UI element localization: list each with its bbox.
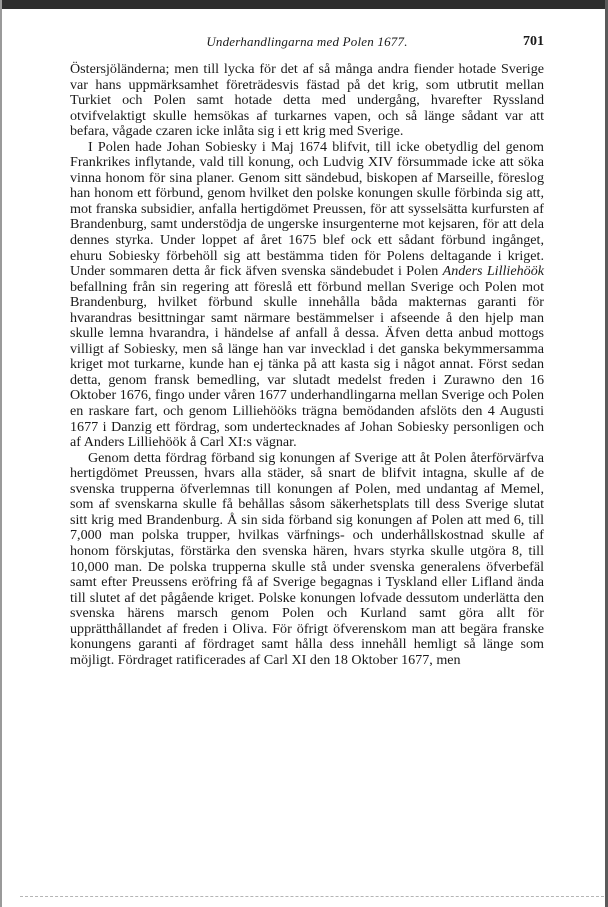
paragraph-3: Genom detta fördrag förband sig konungen af Sverige att åt Polen återförvärfva hertigdömet Preussen, hvars alla städer, så snart de blifvit intagna, skulle af de svenska trupperna öfverlemnas till konungen af Polen, med undantag af Memel, som af svenskarna skulle få behållas såsom säkerhetsplats till dess Sverige slutat sitt krig med Brandenburg. Å sin sida förband sig konungen af Polen att med 6, till 7,000 man polska trupper, hvilkas värfnings- och underhållskostnad skulle af honom förskjutas, förstärka den svenska hären, hvars styrka skulle utgöra 8, till 10,000 man. De polska trupperna skulle stå under svenska generalens öfverbefäl samt efter Preussens eröfring få af Sverige begagnas i Tyskland eller Lifland ända till slutet af det pågående kriget. Polske konungen lofvade dessutom underlätta den svenska härens marsch genom Polen och Kurland samt göra allt för upprätthållandet af freden i Oliva. För öfrigt öfverenskom man att begära franske konungens garanti af fördraget samt hålla dess innehåll hemligt så länge som möjligt. Fördraget ratificerades af Carl XI den 18 Oktober 1677, men [70,449,544,668]
footer-rule [20,896,604,897]
scan-top-edge [0,0,608,9]
scan-left-edge [0,0,2,907]
paragraph-2-part-2: befallning från sin regering att föreslå ett förbund mellan Sverige och Polen mot Brandenburg, hvilket förbund skulle innehålla båda makternas garanti för hvarandras besittningar samt närmare bestämmelser i afseende å den hjelp man skulle lemna hvarandra, i händelse af anfall å dessa. Äfven detta anbud mottogs villigt af Sobiesky, men så länge han var invecklad i det ganska bekymmersamma kriget mot turkarne, kunde han ej tänka på att kasta sig i något annat. Först sedan detta, genom fransk bemedling, var slutadt medelst freden i Zurawno den 16 Oktober 1676, fingo under våren 1677 underhandlingarna mellan Sverige och Polen en raskare fart, och genom Lilliehööks trägna bemödanden afslöts den 4 Augusti 1677 i Danzig ett fördrag, som undertecknades af Johan Sobiesky personligen och af Anders Lilliehöök å Carl XI:s vägnar. [70,278,544,451]
page-header [70,34,544,54]
paragraph-1: Östersjöländerna; men till lycka för det af så många andra fiender hotade Sverige var hans uppmärksamhet företrädesvis fästad på det krig, som utbrutit mellan Turkiet och Polen samt hotade detta med undergång, hvarefter Ryssland otvifvelaktigt skulle hemsökas af turkarnes vapen, och så länge sådant var att befara, vågade czaren icke inlåta sig i ett krig med Sverige. [70,61,544,140]
page-number: 701 [523,34,544,49]
paragraph-2 [70,140,544,451]
paragraph-2-italic-name: Anders Lilliehöök [442,263,544,280]
body-text [70,62,544,668]
running-title: Underhandlingarna med Polen 1677. [206,34,408,49]
paragraph-2-part-1: I Polen hade Johan Sobiesky i Maj 1674 blifvit, till icke obetydlig del genom Frankrikes inflytande, vald till konung, och Ludvig XIV försummade icke att söka vinna honom för sina planer. Genom sitt sändebud, biskopen af Marseille, föreslog han honom ett förbund, genom hvilket den polske konungen skulle förbinda sig att, mot franska subsidier, anfalla hertigdömet Preussen, för att sysselsätta kurfursten af Brandenburg, samt understödja de ungerske insurgenterne mot kejsaren, för att dela dennes styrka. Under loppet af året 1675 blef ock ett sådant förbund ingånget, ehuru Sobiesky förbehöll sig att bestämma tiden för Polens deltagande i kriget. Under sommaren detta år fick äfven svenska sändebudet i Polen [70,138,544,280]
